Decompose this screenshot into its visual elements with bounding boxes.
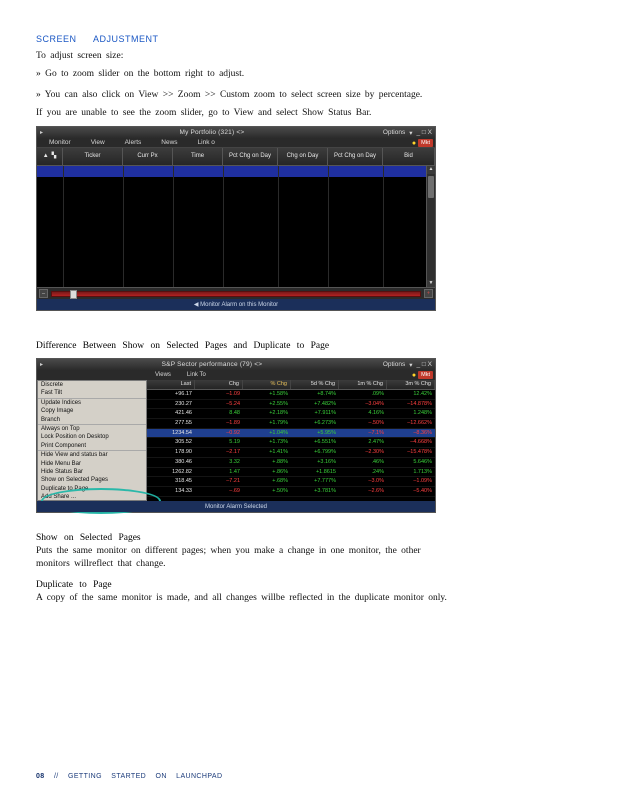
column-header-chg-day[interactable]: Chg on Day <box>278 148 328 165</box>
options-dropdown-menu[interactable] <box>37 380 147 501</box>
vertical-scrollbar[interactable] <box>426 166 435 288</box>
bar-chart-icon[interactable]: ▚ <box>51 153 57 159</box>
footer-slash: // <box>53 773 59 780</box>
table-cell: +1.41% <box>269 449 288 456</box>
menu-item-view[interactable]: View <box>90 139 105 146</box>
bullet-2: » You can also click on View >> Zoom >> Custom zoom to select screen size by percentage. <box>36 90 423 100</box>
section-body-duplicate-to-page: A copy of the same monitor is made, and all changes willbe reflected in the duplicate monitor only. <box>36 593 447 603</box>
column-header-chg[interactable]: Chg <box>195 380 243 389</box>
column-header-pct-chg-day[interactable]: Pct Chg on Day <box>223 148 278 165</box>
table-cell: 8.48 <box>229 410 240 417</box>
table-cell: –.50% <box>368 420 384 427</box>
table-cell: 1.248% <box>413 410 432 417</box>
table-cell: –15.478% <box>407 449 432 456</box>
table-cell: –2.17 <box>226 449 240 456</box>
sector-market-status-badge[interactable]: Mkt <box>418 371 433 379</box>
table-cell: +3.781% <box>314 487 336 494</box>
sector-table-header <box>147 380 435 390</box>
bullet-3: If you are unable to see the zoom slider, go to View and select Show Status Bar. <box>36 108 372 118</box>
table-cell: 134.33 <box>175 487 192 494</box>
table-row[interactable] <box>147 390 435 400</box>
scroll-up-icon[interactable]: ▲ <box>428 167 434 172</box>
table-cell: –7.1% <box>368 429 384 436</box>
sort-arrow-icon[interactable]: ▲ <box>42 153 49 159</box>
monitor-column-headers <box>37 148 435 166</box>
column-header-sort[interactable] <box>37 148 63 165</box>
table-cell: –0.92 <box>226 429 240 436</box>
table-cell: 1262.82 <box>172 468 192 475</box>
menu-item-hide-menu-bar[interactable]: Hide Menu Bar <box>41 460 82 467</box>
footer-word-getting: GETTING <box>68 773 102 780</box>
intro-text: To adjust screen size: <box>36 51 124 61</box>
column-header-pct-chg[interactable]: % Chg <box>243 380 291 389</box>
table-row[interactable] <box>147 477 435 487</box>
section-title-duplicate-to-page: Duplicate to Page <box>36 580 112 590</box>
table-row[interactable] <box>147 429 435 439</box>
table-cell: +7.777% <box>314 478 336 485</box>
sector-window-screenshot <box>36 358 436 513</box>
table-row[interactable] <box>147 448 435 458</box>
column-header-curr-px[interactable]: Curr Px <box>123 148 173 165</box>
zoom-slider-thumb[interactable] <box>70 290 77 299</box>
menu-item-duplicate-to-page[interactable]: Duplicate to Page <box>41 485 89 492</box>
monitor-window-title-text: My Portfolio (321) <box>179 129 235 136</box>
sector-window-title-text: S&P Sector performance (79) <box>161 361 253 368</box>
table-row[interactable] <box>147 409 435 419</box>
table-cell: .46% <box>371 458 384 465</box>
column-header-1m-pct-chg[interactable]: 1m % Chg <box>339 380 387 389</box>
page-title <box>36 34 173 44</box>
table-cell: –2.30% <box>365 449 384 456</box>
table-cell: +3.16% <box>317 458 336 465</box>
table-cell: 1.47 <box>229 468 240 475</box>
table-row-selected[interactable] <box>37 166 435 178</box>
menu-item-news[interactable]: News <box>161 139 178 146</box>
table-cell: +.88% <box>272 458 288 465</box>
table-cell: –.69 <box>229 487 240 494</box>
table-cell: –1.09 <box>226 391 240 397</box>
scrollbar-thumb[interactable] <box>428 176 434 198</box>
menu-item-discrete[interactable]: Discrete <box>41 382 64 388</box>
menu-item-monitor[interactable]: Monitor <box>49 139 71 146</box>
menu-item-copy-image[interactable]: Copy Image <box>41 408 74 415</box>
zoom-in-button[interactable]: + <box>424 289 433 298</box>
table-cell: 305.52 <box>175 439 192 446</box>
menu-item-branch[interactable]: Branch <box>38 416 146 425</box>
table-cell: .09% <box>371 391 384 397</box>
column-header-pct-chg-day-2[interactable]: Pct Chg on Day <box>328 148 383 165</box>
column-header-last[interactable]: Last <box>147 380 195 389</box>
table-cell: +5.95% <box>317 429 336 436</box>
table-cell: –3.0% <box>368 478 384 485</box>
monitor-menubar-right <box>412 138 433 148</box>
table-cell: –1.09% <box>413 478 432 485</box>
sector-menubar <box>37 370 435 380</box>
window-controls[interactable]: _ □ X <box>416 129 432 136</box>
table-cell: –7.21 <box>226 478 240 485</box>
menu-item-print-component[interactable]: Print Component <box>38 442 146 451</box>
table-cell: –5.24 <box>226 400 240 407</box>
monitor-window-titlebar <box>37 127 435 138</box>
table-cell: 380.46 <box>175 458 192 465</box>
sector-alert-bell-icon[interactable]: ● <box>411 371 417 379</box>
table-cell: –2.6% <box>368 487 384 494</box>
table-cell: –3.04% <box>365 400 384 407</box>
menu-item-views[interactable]: Views <box>155 372 171 378</box>
section-title-show-on-selected-pages: Show on Selected Pages <box>36 533 141 543</box>
table-cell: +2.18% <box>269 410 288 417</box>
page-title-word-1: SCREEN <box>36 34 77 44</box>
table-cell: 2.47% <box>368 439 384 446</box>
menu-item-link[interactable]: Link o <box>197 139 215 146</box>
table-cell: +1.73% <box>269 439 288 446</box>
column-header-time[interactable]: Time <box>173 148 223 165</box>
sector-status-bar: Monitor Alarm Selected <box>37 501 435 512</box>
table-cell: –14.878% <box>407 400 432 407</box>
table-cell: +1.04% <box>269 429 288 436</box>
sector-table-rows[interactable] <box>147 390 435 497</box>
monitor-status-bar: ◀ Monitor Alarm on this Monitor <box>37 299 435 310</box>
table-row[interactable] <box>147 468 435 478</box>
table-row[interactable] <box>147 458 435 468</box>
zoom-slider-row[interactable] <box>37 287 435 299</box>
options-menu-button[interactable]: Options <box>382 129 406 136</box>
bullet-1: » Go to zoom slider on the bottom right to adjust. <box>36 69 245 79</box>
page-footer <box>36 773 229 780</box>
monitor-grid-body[interactable] <box>37 166 435 288</box>
table-cell: +8.74% <box>317 391 336 397</box>
table-cell: +1.79% <box>269 420 288 427</box>
table-cell: 178.90 <box>175 449 192 456</box>
table-cell: 12.42% <box>413 391 432 397</box>
table-cell: 318.45 <box>175 478 192 485</box>
table-cell: 5.646% <box>413 458 432 465</box>
table-cell: 3.32 <box>229 458 240 465</box>
zoom-slider-track[interactable] <box>51 291 421 297</box>
sector-window-controls[interactable]: _ □ X <box>416 361 432 368</box>
menu-item-update-indices[interactable]: Update Indices <box>41 399 82 406</box>
table-cell: 1234.54 <box>172 429 192 436</box>
sector-menubar-right <box>412 371 433 379</box>
table-row[interactable] <box>147 438 435 448</box>
sector-options-menu-button[interactable]: Options <box>382 361 406 368</box>
column-header-5d-pct-chg[interactable]: 5d % Chg <box>291 380 339 389</box>
menu-item-alerts[interactable]: Alerts <box>124 139 142 146</box>
menu-item-always-on-top[interactable]: Always on Top <box>41 425 80 432</box>
table-cell: .24% <box>371 468 384 475</box>
table-row[interactable] <box>147 400 435 410</box>
table-cell: 421.46 <box>175 410 192 417</box>
table-cell: +6.273% <box>314 420 336 427</box>
footer-word-launchpad: LAUNCHPAD <box>176 773 223 780</box>
grid-column-lines <box>37 166 435 288</box>
scroll-down-icon[interactable]: ▼ <box>428 281 434 286</box>
menu-item-link-to[interactable]: Link To <box>186 372 206 378</box>
table-cell: 4.16% <box>368 410 384 417</box>
table-cell: +7.482% <box>314 400 336 407</box>
footer-word-started: STARTED <box>111 773 147 780</box>
table-cell: +6.799% <box>314 449 336 456</box>
table-cell: +96.17 <box>175 391 192 397</box>
sector-options-caret-icon[interactable]: ▾ <box>409 361 413 369</box>
table-cell: +.68% <box>272 478 288 485</box>
footer-page-number: 08 <box>36 773 45 780</box>
menu-item-add-share[interactable]: Add Share ... <box>41 494 77 501</box>
market-status-badge[interactable]: Mkt <box>418 139 433 147</box>
table-cell: +.86% <box>272 468 288 475</box>
table-cell: +2.55% <box>269 400 288 407</box>
sector-window-expand-icon[interactable]: ▸ <box>40 362 44 368</box>
sector-window-title <box>45 361 379 368</box>
table-cell: –8.36% <box>413 429 432 436</box>
page-title-word-2: ADJUSTMENT <box>93 34 159 44</box>
table-cell: –4.668% <box>410 439 432 446</box>
menu-item-hide-status-bar[interactable]: Hide Status Bar <box>41 468 84 475</box>
footer-word-on: ON <box>155 773 167 780</box>
table-row[interactable] <box>147 487 435 497</box>
monitor-window-screenshot <box>36 126 436 311</box>
alert-bell-icon[interactable]: ● <box>411 139 417 147</box>
column-header-ticker[interactable]: Ticker <box>63 148 123 165</box>
table-cell: –1.89 <box>226 420 240 427</box>
options-caret-icon[interactable]: ▾ <box>409 129 413 137</box>
menu-item-fast-tilt[interactable]: Fast Tilt <box>38 389 146 398</box>
column-header-bid[interactable]: Bid <box>383 148 435 165</box>
sector-window-body <box>37 380 435 501</box>
sector-window-title-suffix: <> <box>254 361 263 368</box>
table-cell: 5.19 <box>229 439 240 446</box>
sector-window-titlebar <box>37 359 435 370</box>
comparison-caption: Difference Between Show on Selected Pages and Duplicate to Page <box>36 341 330 351</box>
monitor-window-title-suffix: <> <box>236 129 245 136</box>
table-cell: +.50% <box>272 487 288 494</box>
zoom-out-button[interactable]: – <box>39 289 48 298</box>
table-cell: –12.662% <box>407 420 432 427</box>
window-expand-icon[interactable]: ▸ <box>40 130 44 136</box>
monitor-window-title <box>45 129 379 136</box>
table-cell: +1.8615 <box>315 468 336 475</box>
menu-item-hide-view-status-bar[interactable]: Hide View and status bar <box>41 452 108 459</box>
table-row[interactable] <box>147 419 435 429</box>
table-cell: –5.40% <box>413 487 432 494</box>
table-cell: 1.713% <box>413 468 432 475</box>
sector-performance-table[interactable] <box>147 380 435 501</box>
table-cell: +7.911% <box>314 410 336 417</box>
menu-item-lock-position[interactable]: Lock Position on Desktop <box>41 434 109 441</box>
section-body-show-on-selected-pages: Puts the same monitor on different pages; when you make a change in one monitor, the other monitors willreflect that change. <box>36 546 421 569</box>
table-cell: 277.55 <box>175 420 192 427</box>
menu-item-show-on-selected-pages[interactable]: Show on Selected Pages <box>41 477 109 484</box>
column-header-3m-pct-chg[interactable]: 3m % Chg <box>387 380 435 389</box>
monitor-menubar <box>37 138 435 148</box>
table-cell: 230.27 <box>175 400 192 407</box>
table-cell: +6.551% <box>314 439 336 446</box>
table-cell: +1.58% <box>269 391 288 397</box>
